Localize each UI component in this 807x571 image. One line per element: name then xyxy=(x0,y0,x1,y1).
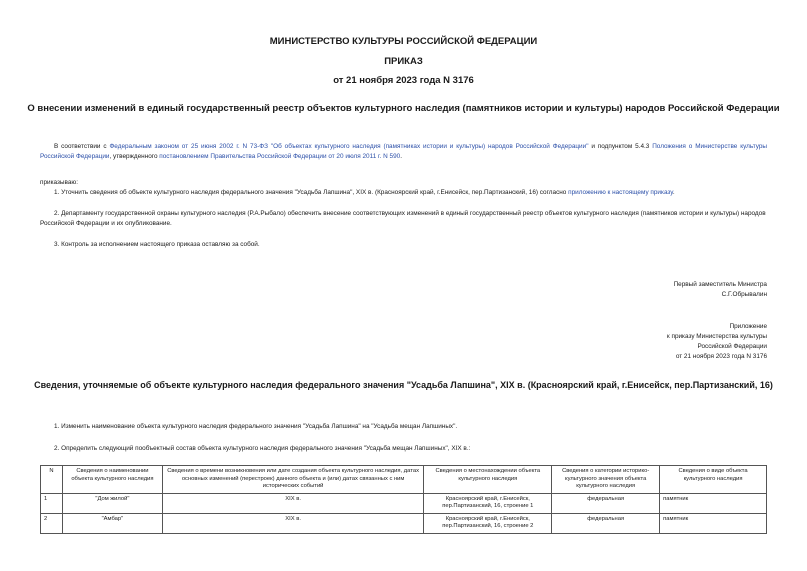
cell-number: 2 xyxy=(41,513,63,533)
cell-category: федеральная xyxy=(552,513,660,533)
intro-text-1: В соответствии с xyxy=(54,143,110,150)
cell-number: 1 xyxy=(41,493,63,513)
cell-location: Красноярский край, г.Енисейск, пер.Партизанский, 16, строение 2 xyxy=(424,513,552,533)
ministry-heading: МИНИСТЕРСТВО КУЛЬТУРЫ РОССИЙСКОЙ ФЕДЕРАЦИИ xyxy=(269,36,538,47)
intro-paragraph xyxy=(40,142,767,162)
signature-name: С.Г.Обрывалин xyxy=(721,291,767,298)
appendix-line-3: Российской Федерации xyxy=(697,343,767,350)
table-header-row xyxy=(41,466,767,494)
order-item-1 xyxy=(54,188,675,198)
government-decree-link[interactable]: постановлением Правительства Российской Федерации от 20 июля 2011 г. N 590 xyxy=(159,153,401,160)
prikazyvayu-label: приказываю: xyxy=(40,179,78,186)
signature-position: Первый заместитель Министра xyxy=(673,281,767,288)
col-header-category: Сведения о категории историко-культурного значения объекта культурного наследия xyxy=(552,466,660,494)
objects-table xyxy=(40,465,767,534)
appendix-line-1: Приложение xyxy=(729,323,767,330)
cell-name: "Дом жилой" xyxy=(62,493,162,513)
cell-date: XIX в. xyxy=(162,493,424,513)
intro-text-3: , утвержденного xyxy=(109,153,160,160)
intro-text-4: . xyxy=(400,153,402,160)
order-item-1-text: 1. Уточнить сведения об объекте культурного наследия федерального значения "Усадьба Лапшина", XIX в. (Красноярский край, г.Енисейск, пер.Партизанский, 16) согласно xyxy=(54,189,569,196)
intro-text-2: и подпунктом 5.4.3 xyxy=(588,143,653,150)
cell-type: памятник xyxy=(660,493,767,513)
appendix-reference xyxy=(667,322,767,362)
cell-name: "Амбар" xyxy=(62,513,162,533)
cell-category: федеральная xyxy=(552,493,660,513)
col-header-location: Сведения о местонахождении объекта культурного наследия xyxy=(424,466,552,494)
signature-block xyxy=(674,280,767,300)
table-row xyxy=(41,493,767,513)
appendix-item-2: 2. Определить следующий пообъектный состав объекта культурного наследия федерального значения "Усадьба мещан Лапшиных", XIX в.: xyxy=(54,445,471,452)
doc-type-heading: ПРИКАЗ xyxy=(384,56,423,67)
order-item-1-end: . xyxy=(672,189,675,196)
document-title: О внесении изменений в единый государственный реестр объектов культурного наследия (памятников истории и культуры) народов Российской Федерации xyxy=(27,103,780,114)
appendix-line-2: к приказу Министерства культуры xyxy=(666,333,767,340)
col-header-type: Сведения о виде объекта культурного наследия xyxy=(660,466,767,494)
appendix-line-4: от 21 ноября 2023 года N 3176 xyxy=(675,353,767,360)
order-item-3: 3. Контроль за исполнением настоящего приказа оставляю за собой. xyxy=(54,241,260,248)
federal-law-link[interactable]: Федеральным законом от 25 июня 2002 г. N 73-ФЗ "Об объектах культурного наследия (памятниках истории и культуры) народов Российской Федерации" xyxy=(109,143,589,150)
cell-location: Красноярский край, г.Енисейск, пер.Партизанский, 16, строение 1 xyxy=(424,493,552,513)
col-header-date: Сведения о времени возникновения или дате создания объекта культурного наследия, датах основных изменений (перестроек) данного объекта и (или) датах связанных с ним исторических событий xyxy=(162,466,424,494)
cell-date: XIX в. xyxy=(162,513,424,533)
col-header-name: Сведения о наименовании объекта культурного наследия xyxy=(62,466,162,494)
ministry-regulation-link[interactable]: Положения о Министерстве культуры Российской Федерации xyxy=(40,143,767,160)
appendix-link[interactable]: приложению к настоящему приказу xyxy=(568,189,673,196)
order-item-2: 2. Департаменту государственной охраны культурного наследия (Р.А.Рыбало) обеспечить внесение соответствующих изменений в единый государственный реестр объектов культурного наследия (памятников истории и культуры) народов Российской Федерации и их опубликование. xyxy=(40,210,766,227)
col-header-number: N xyxy=(41,466,63,494)
appendix-item-1: 1. Изменить наименование объекта культурного наследия федерального значения "Усадьба Лапшина" на "Усадьба мещан Лапшиных". xyxy=(54,423,458,430)
cell-type: памятник xyxy=(660,513,767,533)
date-number-heading: от 21 ноября 2023 года N 3176 xyxy=(333,75,474,86)
appendix-title: Сведения, уточняемые об объекте культурного наследия федерального значения "Усадьба Лапшина", XIX в. (Красноярский край, г.Енисейск, пер.Партизанский, 16) xyxy=(34,380,773,390)
table-row xyxy=(41,513,767,533)
